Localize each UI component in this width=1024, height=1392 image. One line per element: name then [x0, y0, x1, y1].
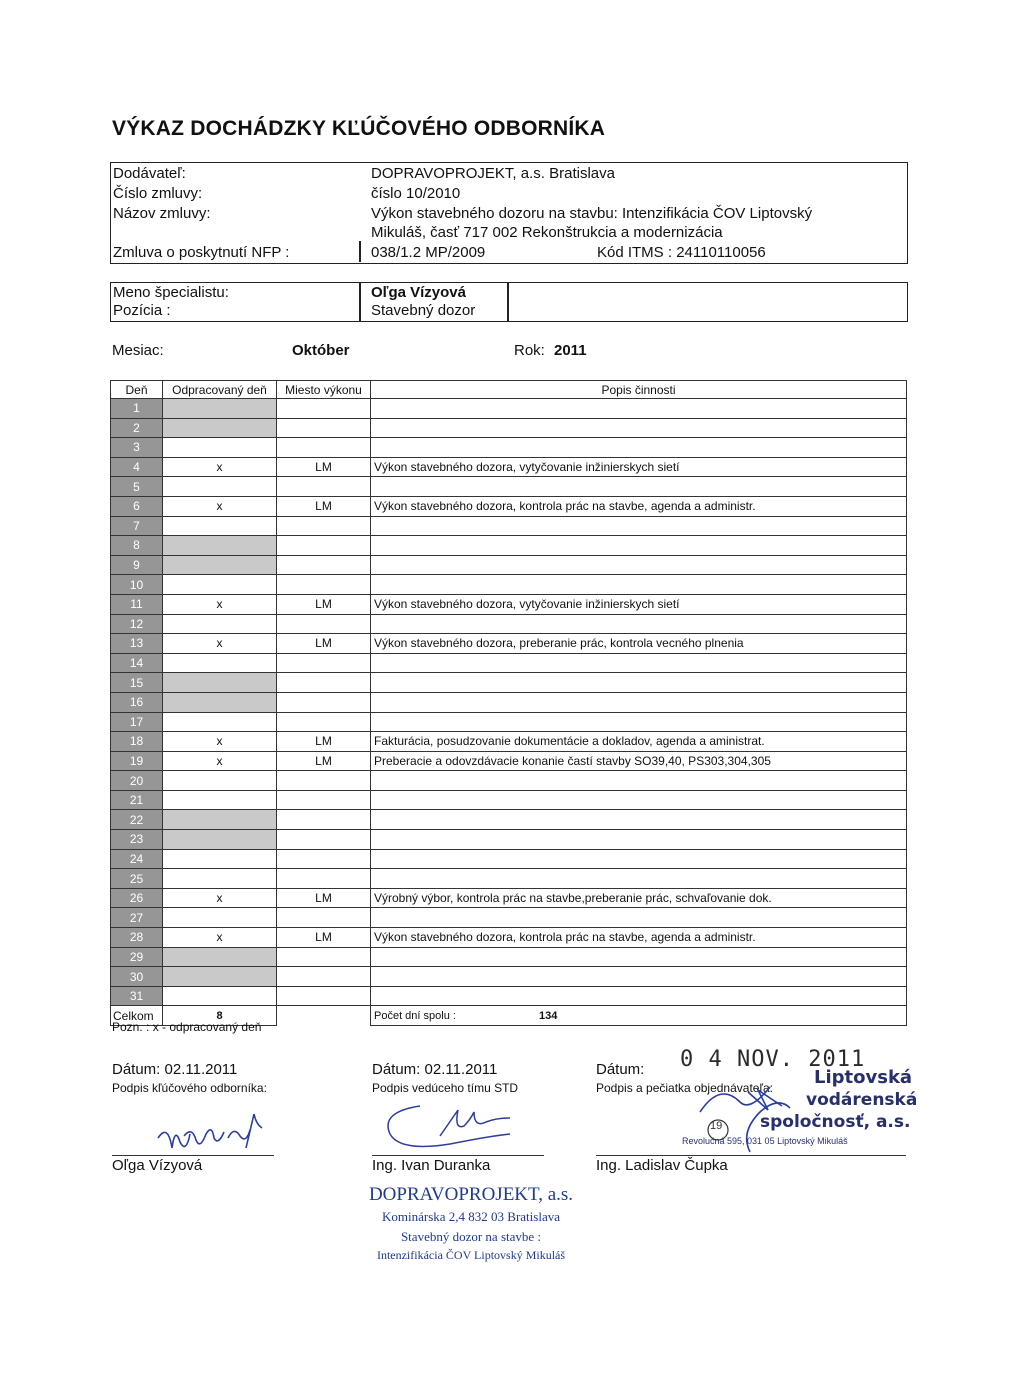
table-row — [111, 986, 907, 1006]
description-cell — [371, 790, 907, 810]
header-day: Deň — [111, 381, 163, 399]
client-stamp-line1: Liptovská — [814, 1067, 913, 1088]
day-cell: 25 — [111, 869, 163, 889]
table-row — [111, 653, 907, 673]
worked-cell — [163, 575, 277, 595]
worked-cell — [163, 653, 277, 673]
sig1-date: Dátum: 02.11.2011 — [112, 1061, 238, 1078]
company-stamp-line4: Intenzifikácia ČOV Liptovský Mikuláš — [376, 1248, 566, 1262]
description-cell — [371, 830, 907, 850]
table-row — [111, 967, 907, 987]
worked-cell: x — [163, 928, 277, 948]
table-row — [111, 673, 907, 693]
worked-cell — [163, 908, 277, 928]
place-cell — [277, 967, 371, 987]
worked-cell — [163, 477, 277, 497]
table-row — [111, 614, 907, 634]
worked-cell: x — [163, 634, 277, 654]
sig2-name: Ing. Ivan Duranka — [372, 1157, 491, 1174]
contract-name-value-1: Výkon stavebného dozoru na stavbu: Intenzifikácia ČOV Liptovský — [371, 205, 813, 222]
place-cell — [277, 986, 371, 1006]
description-cell — [371, 947, 907, 967]
day-cell: 5 — [111, 477, 163, 497]
description-cell — [371, 555, 907, 575]
table-row — [111, 692, 907, 712]
place-cell — [277, 810, 371, 830]
day-cell: 17 — [111, 712, 163, 732]
table-row — [111, 477, 907, 497]
days-total-cell — [371, 1006, 907, 1026]
table-row — [111, 634, 907, 654]
table-row — [111, 908, 907, 928]
header-worked: Odpracovaný deň — [163, 381, 277, 399]
page-title: VÝKAZ DOCHÁDZKY KĽÚČOVÉHO ODBORNÍKA — [112, 117, 606, 140]
table-header-row — [111, 381, 907, 399]
day-cell: 30 — [111, 967, 163, 987]
sig1-name: Oľga Vízyová — [112, 1157, 203, 1174]
contract-number-value: číslo 10/2010 — [371, 185, 461, 202]
place-cell — [277, 516, 371, 536]
worked-cell — [163, 418, 277, 438]
worked-cell: x — [163, 732, 277, 752]
worked-cell — [163, 849, 277, 869]
day-cell: 15 — [111, 673, 163, 693]
table-row — [111, 516, 907, 536]
nfp-value: 038/1.2 MP/2009 — [371, 244, 486, 261]
place-cell: LM — [277, 751, 371, 771]
attendance-table — [110, 380, 907, 1026]
place-cell — [277, 712, 371, 732]
place-cell: LM — [277, 457, 371, 477]
description-cell — [371, 653, 907, 673]
description-cell: Výkon stavebného dozora, preberanie prác, kontrola vecného plnenia — [371, 634, 907, 654]
table-row — [111, 849, 907, 869]
worked-cell — [163, 986, 277, 1006]
place-cell — [277, 614, 371, 634]
day-cell: 18 — [111, 732, 163, 752]
day-cell: 20 — [111, 771, 163, 791]
table-row — [111, 536, 907, 556]
worked-cell — [163, 399, 277, 419]
description-cell — [371, 614, 907, 634]
specialist-name-value: Oľga Vízyová — [371, 284, 466, 301]
table-row — [111, 947, 907, 967]
attendance-rows — [111, 399, 907, 1006]
place-cell — [277, 418, 371, 438]
day-cell: 2 — [111, 418, 163, 438]
day-cell: 16 — [111, 692, 163, 712]
day-cell: 13 — [111, 634, 163, 654]
day-cell: 4 — [111, 457, 163, 477]
place-cell: LM — [277, 732, 371, 752]
table-row — [111, 555, 907, 575]
day-cell: 11 — [111, 594, 163, 614]
day-cell: 29 — [111, 947, 163, 967]
worked-cell — [163, 438, 277, 458]
worked-cell — [163, 790, 277, 810]
worked-cell — [163, 555, 277, 575]
place-cell — [277, 673, 371, 693]
day-cell: 7 — [111, 516, 163, 536]
client-stamp-line3: spoločnosť, a.s. — [760, 1112, 911, 1132]
position-label: Pozícia : — [113, 302, 171, 319]
day-cell: 21 — [111, 790, 163, 810]
worked-cell — [163, 673, 277, 693]
day-cell: 27 — [111, 908, 163, 928]
description-cell: Fakturácia, posudzovanie dokumentácie a dokladov, agenda a aministrat. — [371, 732, 907, 752]
position-value: Stavebný dozor — [371, 302, 476, 319]
total-value: 8 — [163, 1006, 277, 1026]
worked-cell — [163, 712, 277, 732]
day-cell: 3 — [111, 438, 163, 458]
place-cell — [277, 575, 371, 595]
worked-cell — [163, 771, 277, 791]
header-description: Popis činnosti — [371, 381, 907, 399]
total-spacer — [277, 1006, 371, 1026]
day-cell: 28 — [111, 928, 163, 948]
day-cell: 26 — [111, 888, 163, 908]
place-cell: LM — [277, 928, 371, 948]
place-cell: LM — [277, 496, 371, 516]
place-cell — [277, 438, 371, 458]
worked-cell: x — [163, 496, 277, 516]
total-label: Celkom — [111, 1006, 163, 1026]
place-cell — [277, 477, 371, 497]
worked-cell — [163, 947, 277, 967]
day-cell: 23 — [111, 830, 163, 850]
sig3-caption: Podpis a pečiatka objednávateľa: — [596, 1081, 773, 1095]
legend-note: Pozn. : x - odpracovaný deň — [112, 1020, 262, 1034]
itms-code: Kód ITMS : 24110110056 — [597, 244, 766, 261]
place-cell — [277, 830, 371, 850]
table-row — [111, 830, 907, 850]
sig3-name: Ing. Ladislav Čupka — [596, 1157, 728, 1174]
worked-cell: x — [163, 594, 277, 614]
day-cell: 10 — [111, 575, 163, 595]
place-cell — [277, 653, 371, 673]
table-row — [111, 418, 907, 438]
day-cell: 12 — [111, 614, 163, 634]
specialist-box — [110, 282, 908, 322]
day-cell: 31 — [111, 986, 163, 1006]
day-cell: 19 — [111, 751, 163, 771]
description-cell — [371, 849, 907, 869]
days-total-label: Počet dní spolu : — [374, 1009, 456, 1022]
place-cell — [277, 771, 371, 791]
place-cell — [277, 790, 371, 810]
description-cell: Výkon stavebného dozora, kontrola prác na stavbe, agenda a administr. — [371, 496, 907, 516]
place-cell — [277, 555, 371, 575]
description-cell — [371, 516, 907, 536]
table-row — [111, 457, 907, 477]
place-cell: LM — [277, 634, 371, 654]
place-cell — [277, 399, 371, 419]
signature-team-leader-icon — [378, 1098, 538, 1158]
contract-info-box — [110, 162, 908, 264]
table-row — [111, 751, 907, 771]
client-stamp-line4: Revolučná 595, 031 05 Liptovský Mikuláš — [682, 1136, 848, 1146]
day-cell: 22 — [111, 810, 163, 830]
place-cell — [277, 947, 371, 967]
company-stamp-line2: Kominárska 2,4 832 03 Bratislava — [382, 1209, 560, 1224]
table-row — [111, 869, 907, 889]
description-cell — [371, 673, 907, 693]
place-cell — [277, 869, 371, 889]
header-place: Miesto výkonu — [277, 381, 371, 399]
worked-cell — [163, 614, 277, 634]
place-cell: LM — [277, 888, 371, 908]
place-cell: LM — [277, 594, 371, 614]
sig1-caption: Podpis kľúčového odborníka: — [112, 1081, 267, 1095]
place-cell — [277, 692, 371, 712]
place-cell — [277, 908, 371, 928]
day-cell: 24 — [111, 849, 163, 869]
supplier-label: Dodávateľ: — [113, 165, 186, 182]
month-value: Október — [292, 342, 350, 359]
description-cell: Preberacie a odovzdávacie konanie častí stavby SO39,40, PS303,304,305 — [371, 751, 907, 771]
description-cell — [371, 536, 907, 556]
contract-name-value-2: Mikuláš, časť 717 002 Rekonštrukcia a modernizácia — [371, 224, 723, 241]
table-row — [111, 888, 907, 908]
sig3-date: Dátum: — [596, 1061, 645, 1078]
worked-cell: x — [163, 751, 277, 771]
table-row — [111, 594, 907, 614]
company-stamp-line1: DOPRAVOPROJEKT, a.s. — [368, 1184, 574, 1205]
description-cell — [371, 692, 907, 712]
month-label: Mesiac: — [112, 342, 164, 359]
description-cell — [371, 967, 907, 987]
description-cell — [371, 712, 907, 732]
client-stamp-line2: vodárenská — [806, 1090, 918, 1110]
specialist-name-label: Meno špecialistu: — [113, 284, 229, 301]
day-cell: 8 — [111, 536, 163, 556]
place-cell — [277, 536, 371, 556]
description-cell — [371, 908, 907, 928]
day-cell: 6 — [111, 496, 163, 516]
description-cell: Výkon stavebného dozora, vytyčovanie inžinierskych sietí — [371, 594, 907, 614]
received-date-stamp: 0 4 NOV. 2011 — [680, 1047, 866, 1072]
worked-cell — [163, 536, 277, 556]
day-cell: 9 — [111, 555, 163, 575]
worked-cell — [163, 692, 277, 712]
description-cell — [371, 771, 907, 791]
table-row — [111, 771, 907, 791]
contract-name-label: Názov zmluvy: — [113, 205, 211, 222]
table-row — [111, 438, 907, 458]
worked-cell — [163, 830, 277, 850]
day-cell: 1 — [111, 399, 163, 419]
contract-number-label: Číslo zmluvy: — [113, 185, 203, 202]
description-cell — [371, 418, 907, 438]
nfp-label: Zmluva o poskytnutí NFP : — [113, 244, 290, 261]
worked-cell — [163, 869, 277, 889]
description-cell — [371, 438, 907, 458]
table-row — [111, 575, 907, 595]
worked-cell — [163, 810, 277, 830]
supplier-value: DOPRAVOPROJEKT, a.s. Bratislava — [371, 165, 615, 182]
description-cell — [371, 986, 907, 1006]
place-cell — [277, 849, 371, 869]
description-cell: Výrobný výbor, kontrola prác na stavbe,preberanie prác, schvaľovanie dok. — [371, 888, 907, 908]
description-cell — [371, 810, 907, 830]
worked-cell — [163, 967, 277, 987]
description-cell: Výkon stavebného dozora, kontrola prác na stavbe, agenda a administr. — [371, 928, 907, 948]
description-cell: Výkon stavebného dozora, vytyčovanie inžinierskych sietí — [371, 457, 907, 477]
worked-cell: x — [163, 888, 277, 908]
year-value: 2011 — [554, 342, 587, 359]
table-row — [111, 399, 907, 419]
days-total-value: 134 — [539, 1009, 558, 1022]
sig2-caption: Podpis vedúceho tímu STD — [372, 1081, 519, 1095]
description-cell — [371, 477, 907, 497]
table-row — [111, 496, 907, 516]
table-row — [111, 928, 907, 948]
table-row — [111, 810, 907, 830]
table-row — [111, 732, 907, 752]
table-row — [111, 712, 907, 732]
year-label: Rok: — [514, 342, 545, 359]
day-cell: 14 — [111, 653, 163, 673]
worked-cell: x — [163, 457, 277, 477]
table-row — [111, 790, 907, 810]
company-stamp-line3: Stavebný dozor na stavbe : — [400, 1229, 542, 1244]
worked-cell — [163, 516, 277, 536]
description-cell — [371, 869, 907, 889]
description-cell — [371, 575, 907, 595]
description-cell — [371, 399, 907, 419]
stamp-number: 19 — [710, 1120, 723, 1132]
sig2-date: Dátum: 02.11.2011 — [372, 1061, 498, 1078]
